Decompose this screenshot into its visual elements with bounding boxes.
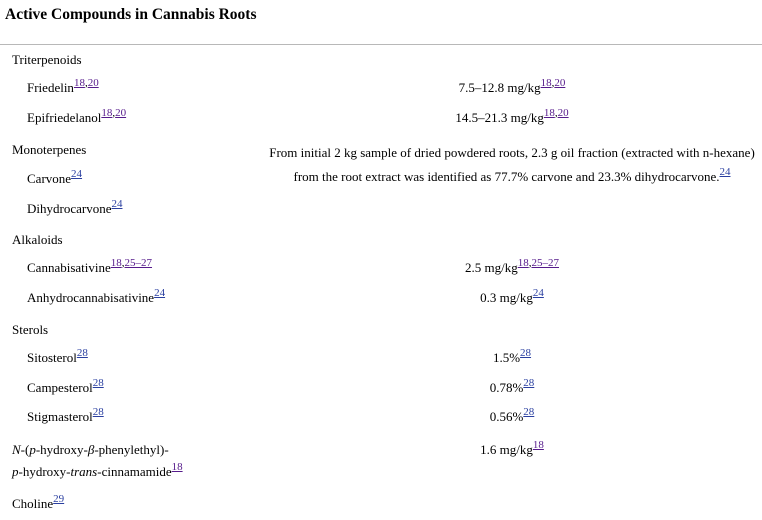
value-refs <box>520 347 531 359</box>
compound-refs <box>77 347 88 359</box>
reference-link[interactable]: 28 <box>523 406 535 418</box>
reference-link[interactable]: 25–27 <box>124 257 153 269</box>
reference-link[interactable]: 25–27 <box>531 257 559 269</box>
compound-value <box>262 347 762 366</box>
reference-link[interactable]: 24 <box>719 166 731 178</box>
compound-name <box>12 461 183 480</box>
title-divider <box>0 44 762 45</box>
reference-link[interactable]: 28 <box>523 377 535 389</box>
compound-label: Triterpenoids <box>12 52 82 67</box>
compound-refs <box>154 287 165 299</box>
reference-link[interactable]: 20 <box>87 77 99 89</box>
name-part: p <box>12 464 19 479</box>
reference-link[interactable]: 18 <box>517 257 529 269</box>
compound-label: Cannabisativine <box>27 260 111 275</box>
compound-refs <box>93 406 104 418</box>
compound-name <box>27 406 104 425</box>
note-refs <box>719 166 730 178</box>
compound-name <box>27 107 127 126</box>
compound-name <box>27 257 153 276</box>
compound-name <box>27 168 83 187</box>
compound-value <box>262 377 762 396</box>
value-refs <box>523 377 534 389</box>
value-refs <box>533 287 544 299</box>
compound-label: Friedelin <box>27 80 74 95</box>
name-part: β <box>87 442 95 457</box>
compound-value <box>262 287 762 306</box>
compound-name <box>27 377 104 396</box>
compound-label: Monoterpenes <box>12 142 87 157</box>
reference-link[interactable]: 18 <box>543 107 555 119</box>
reference-link[interactable]: 18 <box>540 77 552 89</box>
name-part: p <box>29 442 36 457</box>
compound-label: Epifriedelanol <box>27 110 102 125</box>
reference-link[interactable]: 20 <box>554 77 566 89</box>
reference-link[interactable]: 24 <box>71 168 83 180</box>
value-refs: 18,20 <box>543 107 569 119</box>
value-text: 7.5–12.8 mg/kg <box>458 80 541 95</box>
compound-value <box>262 257 762 276</box>
compound-refs <box>93 377 104 389</box>
name-part: -cinnamamide <box>97 464 172 479</box>
name-part: -hydroxy- <box>18 464 71 479</box>
reference-link[interactable]: 28 <box>520 347 532 359</box>
compound-label: Carvone <box>27 171 72 186</box>
compound-name <box>27 287 166 306</box>
compound-value <box>262 77 762 96</box>
compound-value <box>262 406 762 425</box>
table-title: Active Compounds in Cannabis Roots <box>5 6 257 23</box>
value-refs <box>523 406 534 418</box>
value-text: 0.78% <box>489 380 524 395</box>
compound-refs: 18,20 <box>73 77 99 89</box>
category-label <box>12 322 48 338</box>
value-text: 2.5 mg/kg <box>465 260 518 275</box>
compound-label: Campesterol <box>27 380 93 395</box>
reference-link[interactable]: 28 <box>92 377 104 389</box>
compound-refs <box>111 198 122 210</box>
name-part: -phenylethyl)- <box>94 442 169 457</box>
compound-label: Sterols <box>12 322 49 337</box>
reference-link[interactable]: 28 <box>76 347 88 359</box>
value-refs: 18,20 <box>540 77 566 89</box>
reference-link[interactable]: 29 <box>53 493 65 505</box>
name-part: N <box>12 442 21 457</box>
value-text: 14.5–21.3 mg/kg <box>455 110 544 125</box>
compound-label: Dihydrocarvone <box>27 201 112 216</box>
compound-refs: 18,25–27 <box>110 257 153 269</box>
monoterpene-note <box>262 141 762 189</box>
compound-refs <box>53 493 64 505</box>
reference-link[interactable]: 24 <box>154 287 166 299</box>
compound-value <box>262 439 762 458</box>
compound-label: Anhydrocannabisativine <box>27 290 155 305</box>
reference-link[interactable]: 18 <box>73 77 85 89</box>
reference-link[interactable]: 24 <box>111 198 123 210</box>
compound-name <box>27 347 88 366</box>
name-part: -hydroxy- <box>35 442 88 457</box>
reference-link[interactable]: 28 <box>92 406 104 418</box>
value-text: 0.3 mg/kg <box>480 290 533 305</box>
category-label <box>12 142 86 158</box>
compound-label: Stigmasterol <box>27 409 93 424</box>
compound-label: Alkaloids <box>12 232 63 247</box>
value-refs <box>533 439 544 451</box>
compound-name <box>27 77 99 96</box>
note-text: From initial 2 kg sample of dried powdered roots, 2.3 g oil fraction (extracted with n-hexane) from the root extract was identified as 77.7% carvone and 23.3% dihydrocarvone. <box>269 145 755 184</box>
value-refs: 18,25–27 <box>517 257 559 269</box>
value-text: 1.5% <box>492 350 521 365</box>
compound-value <box>262 107 762 126</box>
category-label <box>12 232 63 248</box>
compound-label: Choline <box>12 496 54 511</box>
value-text: 1.6 mg/kg <box>480 442 533 457</box>
reference-link[interactable]: 18 <box>532 439 544 451</box>
reference-link[interactable]: 18 <box>171 461 183 473</box>
compound-name <box>27 198 123 217</box>
reference-link[interactable]: 20 <box>557 107 569 119</box>
reference-link[interactable]: 24 <box>532 287 544 299</box>
compound-refs: 18,20 <box>101 107 127 119</box>
compound-refs <box>71 168 82 180</box>
category-label <box>12 52 82 68</box>
compound-label: Sitosterol <box>27 350 77 365</box>
value-text: 0.56% <box>489 409 524 424</box>
reference-link[interactable]: 18 <box>101 107 113 119</box>
compound-name <box>12 442 169 458</box>
name-part: -( <box>20 442 30 457</box>
category-label <box>12 493 65 512</box>
reference-link[interactable]: 18 <box>110 257 122 269</box>
name-part: trans <box>70 464 98 479</box>
compound-refs <box>172 461 183 473</box>
reference-link[interactable]: 20 <box>115 107 127 119</box>
